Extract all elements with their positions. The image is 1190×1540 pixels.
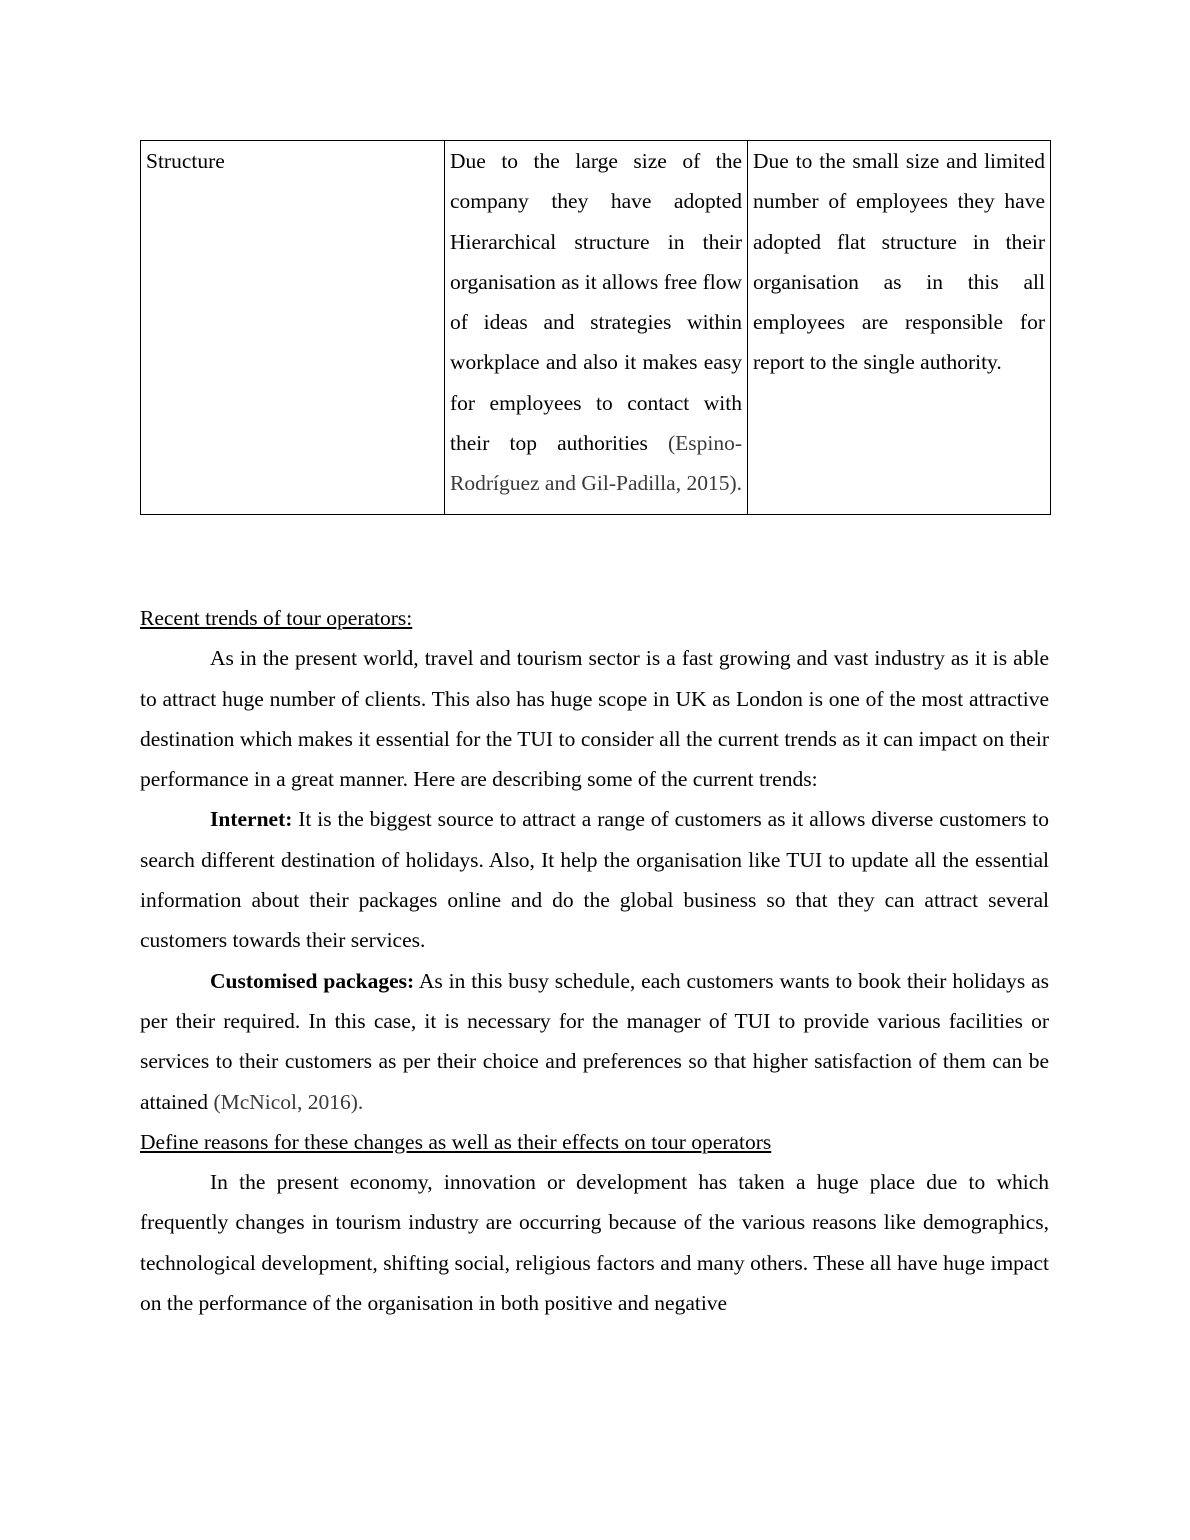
document-body [140, 598, 1049, 1323]
internet-text: It is the biggest source to attract a range of customers as it allows diverse customers to search different destination of holidays. Also, It help the organisation like TUI to update all the essential information about their packages online and do the global business so that they can attract several customers towards their services. [140, 807, 1049, 953]
internet-paragraph [140, 799, 1049, 960]
trends-intro-paragraph [140, 638, 1049, 799]
comparison-table [140, 140, 1051, 515]
row-label: Structure [146, 149, 225, 173]
row-label-cell [141, 141, 445, 515]
reasons-paragraph [140, 1162, 1049, 1323]
reasons-text: In the present economy, innovation or development has taken a huge place due to which frequently changes in tourism industry are occurring because of the various reasons like demographics, technological development, shifting social, religious factors and many others. These all have huge impact on the performance of the organisation in both positive and negative [140, 1170, 1049, 1316]
comparison-table-wrapper [140, 140, 1050, 515]
citation: (Espino-Rodríguez and Gil-Padilla, 2015). [450, 431, 742, 496]
competitor-cell [748, 141, 1051, 515]
trends-intro-text: As in the present world, travel and tourism sector is a fast growing and vast industry as it is able to attract huge number of clients. This also has huge scope in UK as London is one of the most attractive destination which makes it essential for the TUI to consider all the current trends as it can impact on their performance in a great manner. Here are describing some of the current trends: [140, 646, 1049, 792]
customised-packages-label: Customised packages: [210, 968, 415, 993]
table-row [141, 141, 1051, 515]
customised-packages-paragraph [140, 961, 1049, 1122]
tui-structure-text: Due to the large size of the company they have adopted Hierarchical structure in their organisation as it allows free flow of ideas and strategies within workplace and also it makes easy for employees to contact with their top authorities [450, 149, 742, 456]
internet-label: Internet: [210, 807, 293, 832]
section-heading-trends: Recent trends of tour operators: [140, 606, 413, 630]
customised-packages-text: As in this busy schedule, each customers wants to book their holidays as per their required. In this case, it is necessary for the manager of TUI to provide various facilities or services to their customers as per their choice and preferences so that higher satisfaction of them can be attained [140, 968, 1049, 1114]
tui-cell [445, 141, 748, 515]
citation: (McNicol, 2016). [213, 1089, 364, 1114]
section-heading-reasons: Define reasons for these changes as well as their effects on tour operators [140, 1129, 772, 1154]
competitor-structure-text: Due to the small size and limited number of employees they have adopted flat structure in their organisation as in this all employees are responsible for report to the single authority. [753, 149, 1045, 375]
